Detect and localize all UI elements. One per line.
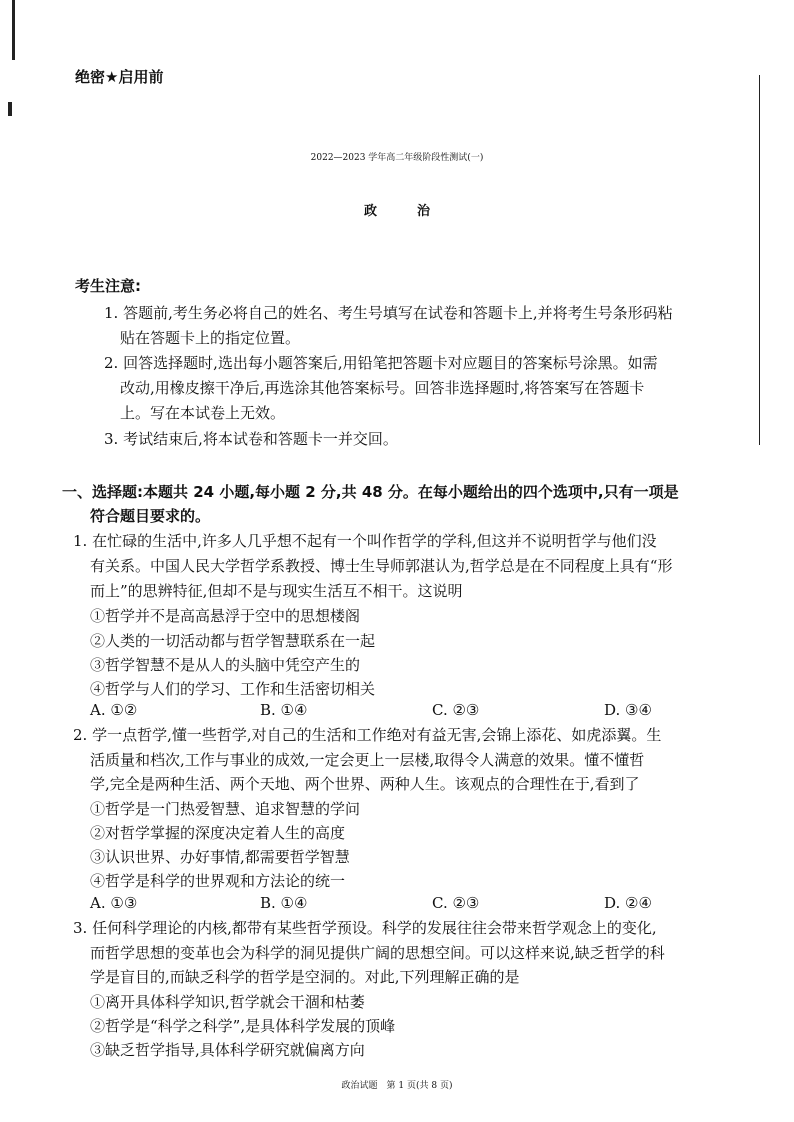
right-edge-line	[759, 75, 760, 445]
question-stem: 学是盲目的,而缺乏科学的哲学是空洞的。对此,下列理解正确的是	[90, 968, 520, 986]
option-c: C. ②③	[432, 894, 480, 912]
option-d: D. ③④	[604, 701, 652, 719]
option-b: B. ①④	[260, 894, 308, 912]
question-stem: 3. 任何科学理论的内核,都带有某些哲学预设。科学的发展往往会带来哲学观念上的变化,	[73, 919, 657, 937]
statement-item: ②哲学是“科学之科学”,是具体科学发展的顶峰	[90, 1017, 396, 1035]
question-stem: 2. 学一点哲学,懂一些哲学,对自己的生活和工作绝对有益无害,会锦上添花、如虎添翼。生	[73, 726, 662, 744]
option-c: C. ②③	[432, 701, 480, 719]
notice-line: 贴在答题卡上的指定位置。	[120, 329, 301, 347]
notice-line: 2. 回答选择题时,选出每小题答案后,用铅笔把答题卡对应题目的答案标号涂黑。如需	[104, 354, 658, 372]
option-b: B. ①④	[260, 701, 308, 719]
statement-item: ④哲学是科学的世界观和方法论的统一	[90, 872, 346, 890]
statement-item: ④哲学与人们的学习、工作和生活密切相关	[90, 680, 376, 698]
left-edge-mark	[12, 0, 15, 60]
question-stem: 而上”的思辨特征,但却不是与现实生活互不相干。这说明	[90, 582, 463, 600]
notice-line: 3. 考试结束后,将本试卷和答题卡一并交回。	[104, 430, 398, 448]
statement-item: ③缺乏哲学指导,具体科学研究就偏离方向	[90, 1041, 365, 1059]
statement-item: ①离开具体科学知识,哲学就会干涸和枯萎	[90, 993, 365, 1011]
question-stem: 学,完全是两种生活、两个天地、两个世界、两种人生。该观点的合理性在于,看到了	[90, 775, 640, 793]
section-heading-cont: 符合题目要求的。	[90, 507, 211, 525]
statement-item: ③哲学智慧不是从人的头脑中凭空产生的	[90, 656, 361, 674]
page-footer: 政治试题 第 1 页(共 8 页)	[341, 1081, 453, 1091]
section-heading: 一、选择题:本题共 24 小题,每小题 2 分,共 48 分。在每小题给出的四个选项中,只有一项是	[62, 483, 679, 501]
option-a: A. ①②	[90, 701, 138, 719]
question-stem: 而哲学思想的变革也会为科学的洞见提供广阔的思想空间。可以这样来说,缺乏哲学的科	[90, 944, 665, 962]
notice-line: 改动,用橡皮擦干净后,再选涂其他答案标号。回答非选择题时,将答案写在答题卡	[120, 379, 645, 397]
statement-item: ②人类的一切活动都与哲学智慧联系在一起	[90, 632, 376, 650]
option-a: A. ①③	[90, 894, 138, 912]
question-stem: 1. 在忙碌的生活中,许多人几乎想不起有一个叫作哲学的学科,但这并不说明哲学与他们没	[73, 532, 657, 550]
question-stem: 活质量和档次,工作与事业的成效,一定会更上一层楼,取得令人满意的效果。懂不懂哲	[90, 751, 645, 769]
statement-item: ②对哲学掌握的深度决定着人生的高度	[90, 824, 346, 842]
question-stem: 有关系。中国人民大学哲学系教授、博士生导师郭湛认为,哲学总是在不同程度上具有“形	[90, 557, 673, 575]
left-edge-notch	[8, 102, 12, 116]
notice-line: 上。写在本试卷上无效。	[120, 404, 286, 422]
option-d: D. ②④	[604, 894, 652, 912]
statement-item: ③认识世界、办好事情,都需要哲学智慧	[90, 848, 350, 866]
statement-item: ①哲学并不是高高悬浮于空中的思想楼阁	[90, 607, 361, 625]
subject-title: 政治	[363, 204, 470, 219]
exam-title: 2022—2023 学年高二年级阶段性测试(一)	[310, 153, 484, 163]
notice-line: 1. 答题前,考生务必将自己的姓名、考生号填写在试卷和答题卡上,并将考生号条形码粘	[104, 304, 673, 322]
statement-item: ①哲学是一门热爱智慧、追求智慧的学问	[90, 800, 361, 818]
notice-heading: 考生注意:	[75, 277, 141, 295]
secret-label: 绝密★启用前	[75, 68, 164, 86]
